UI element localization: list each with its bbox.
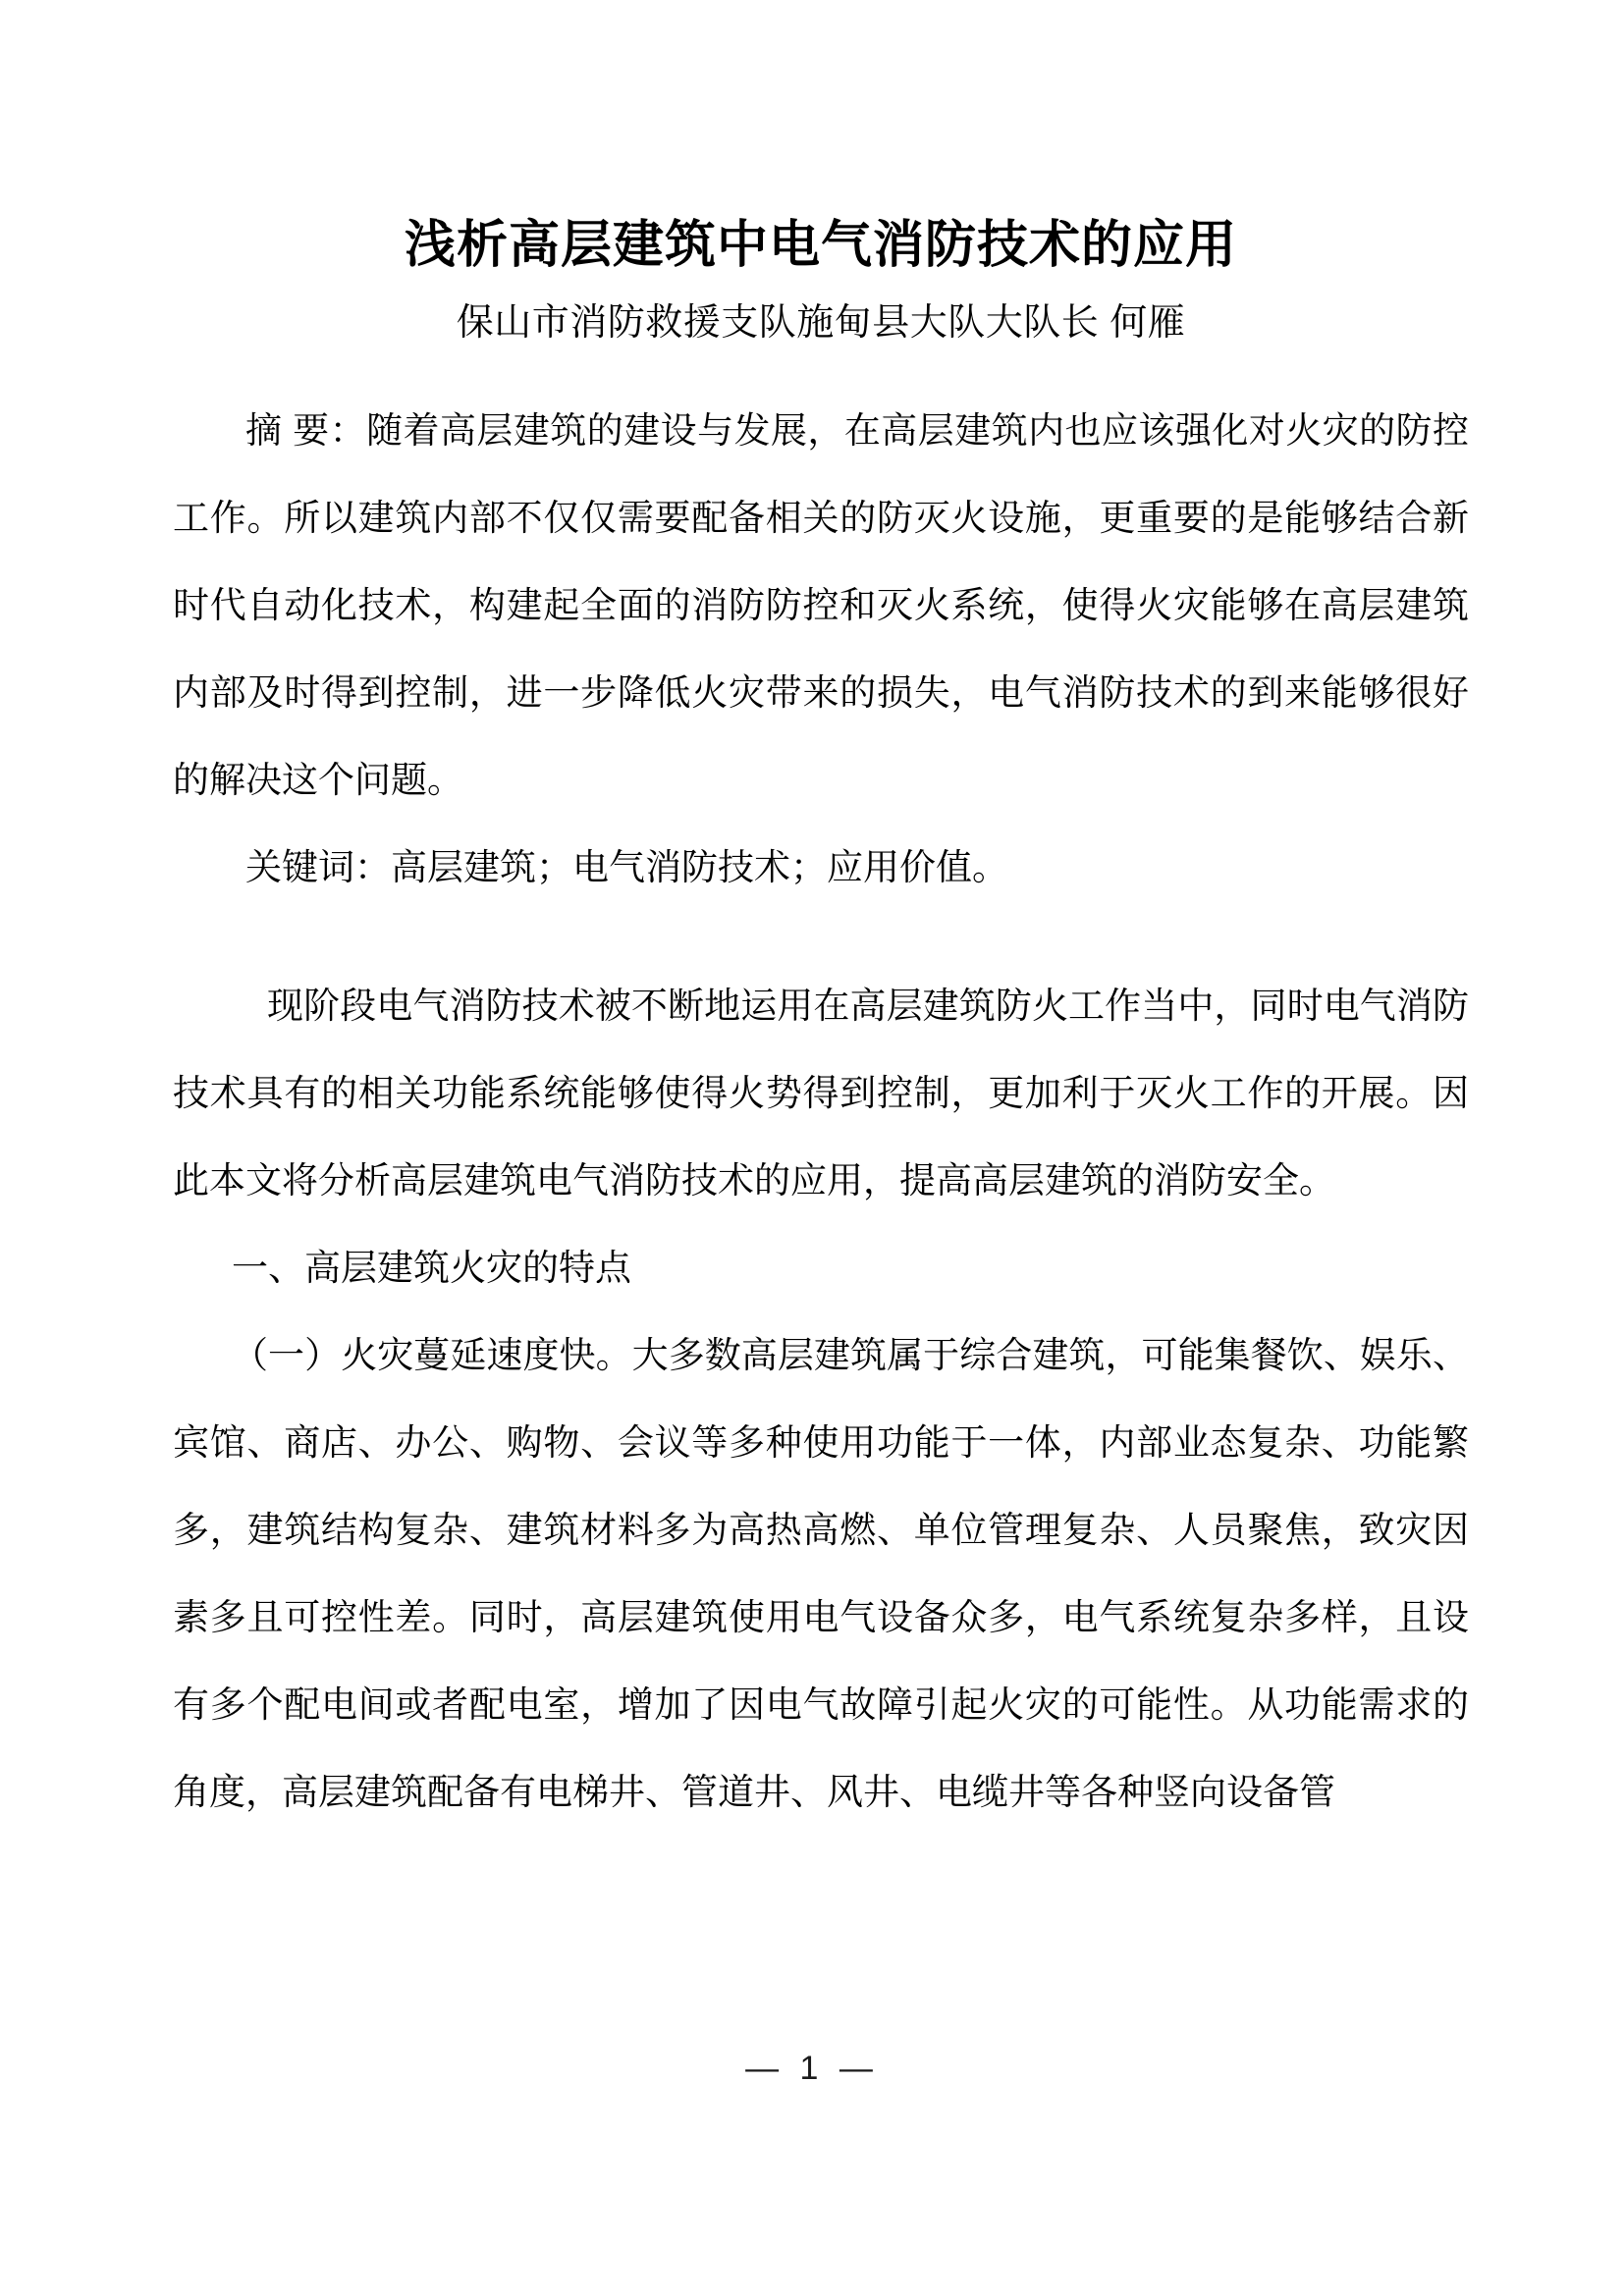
page-content [173,0,1469,1836]
abstract-paragraph: 摘 要：随着高层建筑的建设与发展，在高层建筑内也应该强化对火灾的防控工作。所以建筑内部不仅仅需要配备相关的防灭火设施，更重要的是能够结合新时代自动化技术，构建起全面的消防防控和灭火系统，使得火灾能够在高层建筑内部及时得到控制，进一步降低火灾带来的损失，电气消防技术的到来能够很好的解决这个问题。 [173,410,1469,801]
keywords-paragraph: 关键词：高层建筑；电气消防技术；应用价值。 [245,847,1008,888]
section-1-paragraph-1: （一）火灾蔓延速度快。大多数高层建筑属于综合建筑，可能集餐饮、娱乐、宾馆、商店、办公、购物、会议等多种使用功能于一体，内部业态复杂、功能繁多，建筑结构复杂、建筑材料多为高热高燃、单位管理复杂、人员聚焦，致灾因素多且可控性差。同时，高层建筑使用电气设备众多，电气系统复杂多样，且设有多个配电间或者配电室，增加了因电气故障引起火灾的可能性。从功能需求的角度，高层建筑配备有电梯井、管道井、风井、电缆井等各种竖向设备管 [173,1335,1469,1813]
section-heading-1: 一、高层建筑火灾的特点 [232,1248,631,1289]
author-affiliation: 保山市消防救援支队施甸县大队大队长 何雁 [456,302,1186,344]
page-title: 浅析高层建筑中电气消防技术的应用 [404,217,1237,274]
page-number-footer: — 1 — [745,2050,879,2087]
introduction-paragraph: 现阶段电气消防技术被不断地运用在高层建筑防火工作当中，同时电气消防技术具有的相关功能系统能够使得火势得到控制，更加利于灭火工作的开展。因此本文将分析高层建筑电气消防技术的应用，提高高层建筑的消防安全。 [173,986,1469,1201]
